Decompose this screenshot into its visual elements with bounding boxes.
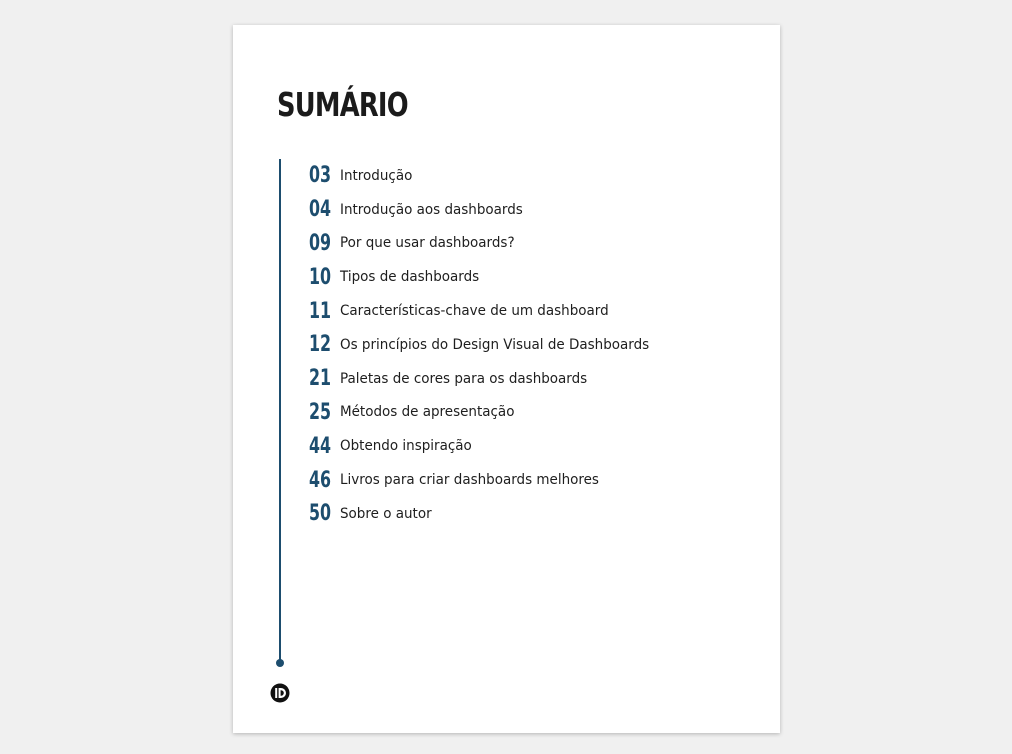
toc-item[interactable] <box>309 396 672 430</box>
toc-page-number: 11 <box>309 298 332 324</box>
toc-item[interactable] <box>309 294 672 328</box>
toc-label: Livros para criar dashboards melhores <box>340 472 599 489</box>
toc-label: Introdução <box>340 167 413 184</box>
toc-label: Tipos de dashboards <box>340 269 480 286</box>
toc-label: Os princípios do Design Visual de Dashboards <box>340 336 650 353</box>
page-title: SUMÁRIO <box>277 85 408 124</box>
toc-label: Introdução aos dashboards <box>340 201 523 218</box>
toc-item[interactable] <box>309 362 672 396</box>
toc-item[interactable] <box>309 193 672 227</box>
toc-label: Paletas de cores para os dashboards <box>340 370 588 387</box>
toc-page-number: 10 <box>309 264 332 290</box>
toc-page-number: 09 <box>309 230 332 256</box>
timeline-line <box>279 159 281 662</box>
toc-page-number: 25 <box>309 399 332 425</box>
toc-item[interactable] <box>309 463 672 497</box>
table-of-contents <box>309 159 672 531</box>
toc-page-number: 03 <box>309 163 332 189</box>
toc-page-number: 46 <box>309 467 332 493</box>
toc-label: Por que usar dashboards? <box>340 235 515 252</box>
toc-page-number: 44 <box>309 433 332 459</box>
toc-item[interactable] <box>309 260 672 294</box>
toc-item[interactable] <box>309 159 672 193</box>
document-page <box>233 25 780 733</box>
toc-page-number: 21 <box>309 366 332 392</box>
toc-label: Métodos de apresentação <box>340 404 515 421</box>
toc-page-number: 12 <box>309 332 332 358</box>
toc-item[interactable] <box>309 497 672 531</box>
toc-label: Características-chave de um dashboard <box>340 303 609 320</box>
timeline-end-dot <box>276 659 284 667</box>
toc-label: Obtendo inspiração <box>340 438 472 455</box>
toc-page-number: 50 <box>309 501 332 527</box>
toc-item[interactable] <box>309 227 672 261</box>
brand-logo-icon <box>270 683 290 703</box>
toc-page-number: 04 <box>309 197 332 223</box>
toc-item[interactable] <box>309 328 672 362</box>
toc-item[interactable] <box>309 429 672 463</box>
toc-label: Sobre o autor <box>340 505 432 522</box>
